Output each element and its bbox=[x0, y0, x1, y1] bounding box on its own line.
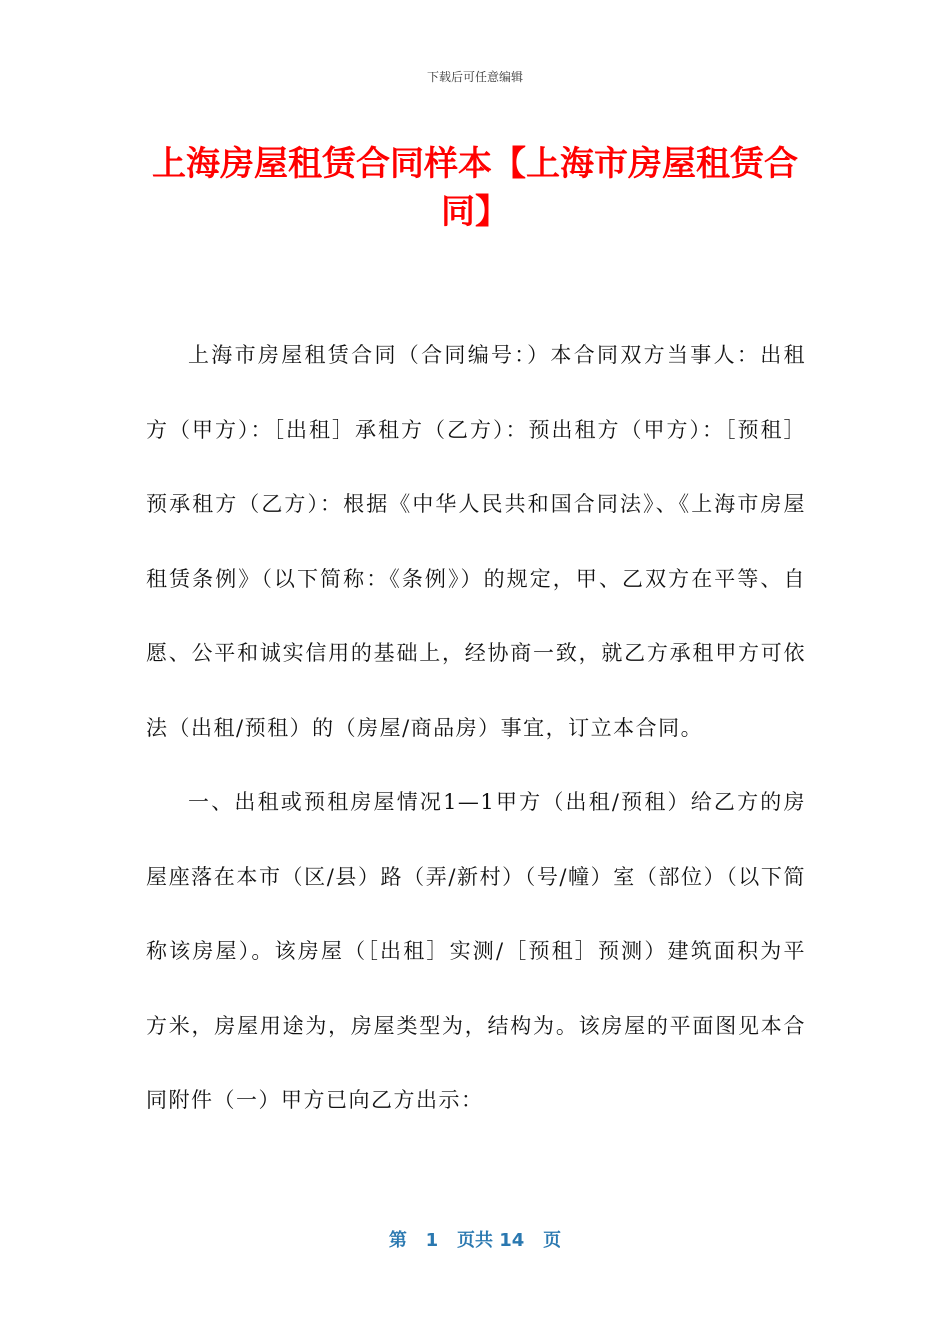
page-middle: 页共 bbox=[457, 1230, 493, 1251]
page-total: 14 bbox=[499, 1230, 525, 1251]
page-number: 1 bbox=[425, 1230, 439, 1251]
page-prefix: 第 bbox=[388, 1230, 407, 1251]
document-title: 上海房屋租赁合同样本【上海市房屋租赁合同】 bbox=[152, 144, 798, 232]
document-body bbox=[146, 318, 806, 1138]
paragraph-parties: 上海市房屋租赁合同（合同编号：）本合同双方当事人：出租方（甲方）：［出租］承租方（乙方）：预出租方（甲方）：［预租］预承租方（乙方）：根据《中华人民共和国合同法》、《上海市房屋租赁条例》（以下简称：《条例》）的规定，甲、乙双方在平等、自愿、公平和诚实信用的基础上，经协商一致，就乙方承租甲方可依法（出租/预租）的（房屋/商品房）事宜，订立本合同。 bbox=[146, 343, 806, 740]
header-note: 下载后可任意编辑 bbox=[426, 70, 523, 84]
page-footer bbox=[0, 1226, 950, 1252]
paragraph-section-one: 一、出租或预租房屋情况1—1甲方（出租/预租）给乙方的房屋座落在本市（区/县）路（弄/新村）（号/幢）室（部位）（以下简称该房屋）。该房屋（［出租］实测/［预租］预测）建筑面积为平方米，房屋用途为，房屋类型为，结构为。该房屋的平面图见本合同附件（一）甲方已向乙方出示： bbox=[146, 790, 806, 1112]
page-suffix: 页 bbox=[543, 1230, 562, 1251]
